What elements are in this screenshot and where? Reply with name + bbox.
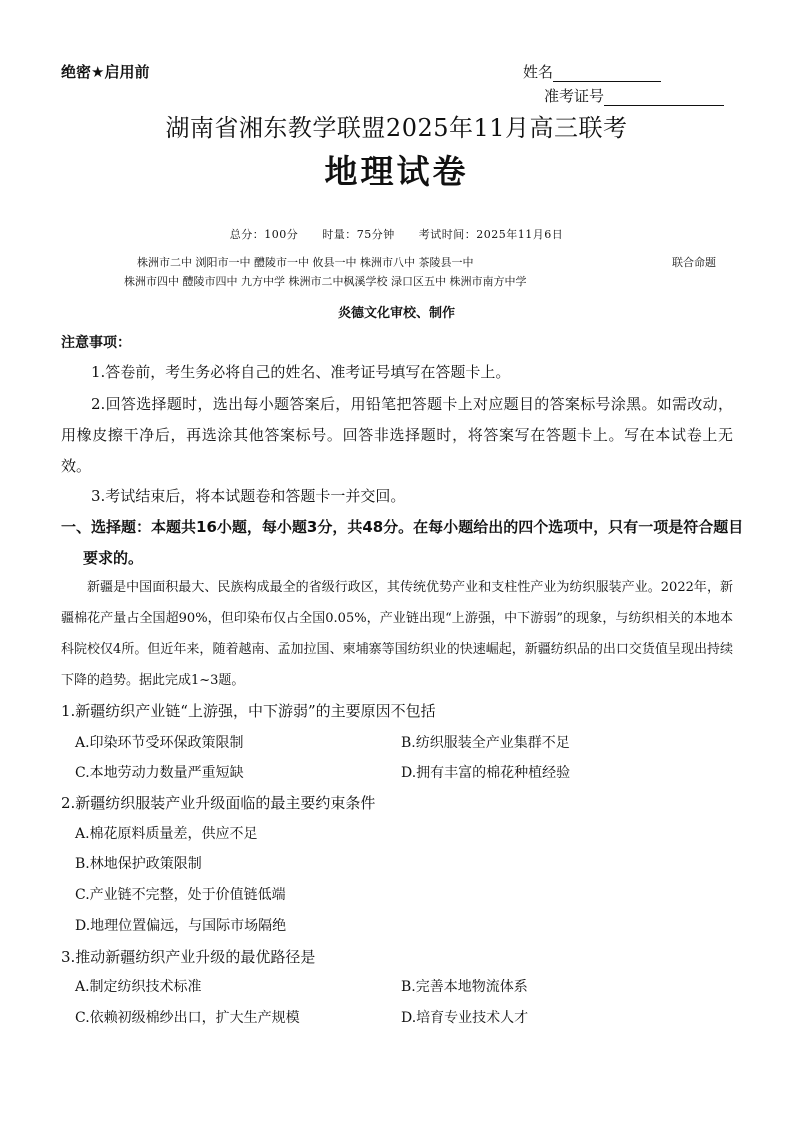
joint-proposition-label: 联合命题	[672, 256, 716, 269]
exam-title: 湖南省湘东教学联盟2025年11月高三联考	[165, 114, 628, 142]
producer-credit: 炎德文化审校、制作	[337, 306, 455, 321]
notice-item: 3.考试结束后，将本试题卷和答题卡一并交回。	[91, 487, 406, 505]
reading-material: 新疆是中国面积最大、民族构成最全的省级行政区，其传统优势产业和支柱性产业为纺织服装产业。2022年，新疆棉花产量占全国超90%，但印染布仅占全国0.05%，产业链出现“上游强，中下游弱”的现象，与纺织相关的本地本科院校仅4所。但近年来，随着越南、孟加拉国、柬埔寨等国纺织业的快速崛起，新疆纺织品的出口交货值呈现出持续下降的趋势。据此完成1~3题。	[61, 580, 733, 688]
exam-id-blank	[604, 89, 724, 106]
question-3-option-d: D.培育专业技术人才	[401, 1010, 529, 1026]
schools-line-1: 株洲市二中 浏阳市一中 醴陵市一中 攸县一中 株洲市八中 茶陵县一中	[137, 256, 474, 269]
question-1-stem: 1.新疆纺织产业链“上游强，中下游弱”的主要原因不包括	[61, 702, 436, 720]
subject-title: 地理试卷	[324, 152, 469, 191]
question-2-option-d: D.地理位置偏远，与国际市场隔绝	[75, 918, 287, 934]
question-3-option-a: A.制定纺织技术标准	[75, 979, 202, 995]
exam-id-label: 准考证号	[544, 87, 605, 105]
name-blank	[553, 65, 661, 82]
exam-id-field	[544, 85, 724, 106]
duration: 时量：75分钟	[322, 228, 395, 241]
section-heading: 一、选择题：本题共16小题，每小题3分，共48分。在每小题给出的四个选项中，只有一项是符合题目要求的。	[61, 518, 744, 567]
notice-item: 1.答卷前，考生务必将自己的姓名、准考证号填写在答题卡上。	[91, 363, 511, 381]
notice-item: 2.回答选择题时，选出每小题答案后，用铅笔把答题卡上对应题目的答案标号涂黑。如需改动，用橡皮擦干净后，再选涂其他答案标号。回答非选择题时，将答案写在答题卡上。写在本试卷上无效。	[61, 395, 733, 475]
question-1-option-d: D.拥有丰富的棉花种植经验	[401, 765, 571, 781]
question-1-option-a: A.印染环节受环保政策限制	[75, 735, 244, 751]
total-score: 总分：100分	[229, 228, 299, 241]
exam-date: 考试时间：2025年11月6日	[418, 228, 564, 241]
question-2-option-b: B.林地保护政策限制	[75, 856, 202, 872]
question-1-option-c: C.本地劳动力数量严重短缺	[75, 765, 244, 781]
notice-heading: 注意事项：	[61, 335, 131, 351]
question-2-stem: 2.新疆纺织服装产业升级面临的最主要约束条件	[61, 794, 376, 812]
question-3-stem: 3.推动新疆纺织产业升级的最优路径是	[61, 948, 316, 966]
name-label: 姓名	[523, 63, 554, 81]
confidential-mark: 绝密★启用前	[61, 63, 150, 81]
name-field	[523, 61, 661, 82]
question-2-option-a: A.棉花原料质量差，供应不足	[75, 826, 258, 842]
question-3-option-b: B.完善本地物流体系	[401, 979, 528, 995]
question-2-option-c: C.产业链不完整，处于价值链低端	[75, 887, 286, 903]
exam-meta	[0, 226, 793, 242]
question-3-option-c: C.依赖初级棉纱出口，扩大生产规模	[75, 1010, 300, 1026]
schools-line-2: 株洲市四中 醴陵市四中 九方中学 株洲市二中枫溪学校 渌口区五中 株洲市南方中学	[124, 275, 527, 288]
question-1-option-b: B.纺织服装全产业集群不足	[401, 735, 570, 751]
